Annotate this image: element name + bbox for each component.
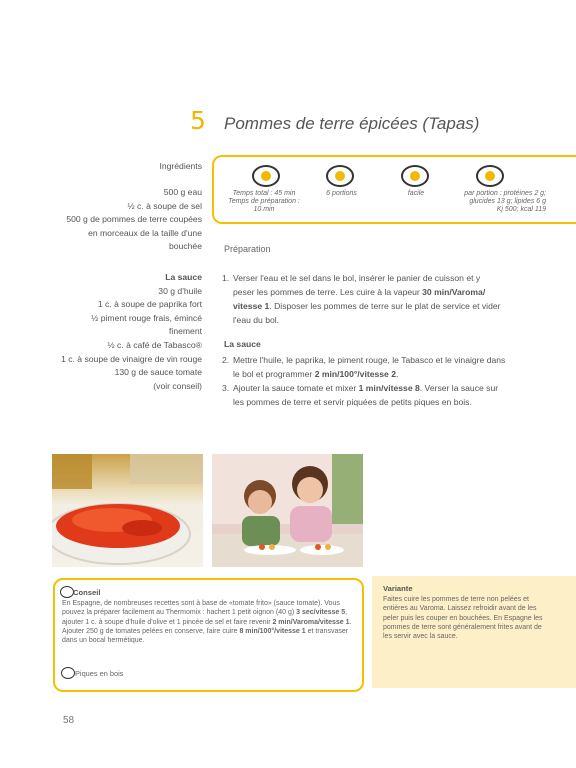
timer-icon	[252, 165, 280, 187]
step-text: . Disposer les pommes de terre sur le plat de service et vider	[269, 301, 501, 311]
step-setting: 1 min/vitesse 8	[358, 383, 420, 393]
step-text: .	[396, 369, 399, 379]
step-text: le bol et programmer	[233, 369, 315, 379]
sauce-line: 1 c. à soupe de vinaigre de vin rouge	[61, 353, 202, 364]
step-number: 2.	[222, 355, 230, 365]
accessory-label: Piques en bois	[75, 669, 124, 678]
preparation-step	[222, 271, 542, 327]
step-text: l'eau du bol.	[233, 315, 280, 325]
sauce-line: ½ c. à café de Tabasco®	[107, 339, 202, 350]
nutrition-info: par portion : protéines 2 g; glucides 13 g; lipides 6 g Kj 500; kcal 119	[464, 190, 546, 213]
conseil-heading: Conseil	[73, 588, 101, 597]
conseil-text-part: . Ajouter 250 g de tomates pelées en conserve, faire cuire	[62, 618, 352, 635]
conseil-setting: 2 min/Varoma/vitesse 1	[272, 618, 350, 626]
step-text: Ajouter la sauce tomate et mixer	[233, 383, 359, 393]
conseil-box	[53, 578, 364, 692]
tip-icon	[60, 586, 74, 598]
page-number: 58	[63, 715, 75, 726]
step-setting: 2 min/100°/vitesse 2	[314, 369, 396, 379]
step-number: 1.	[222, 273, 230, 283]
recipe-title: Pommes de terre épicées (Tapas)	[224, 114, 480, 133]
step-number: 3.	[222, 383, 230, 393]
variante-text: Faites cuire les pommes de terre non pelées et entières au Varoma. Laissez refroidir avant de les peler puis les couper en bouchées. En Espagne les pommes de terre sont généralement frites avant de les servir avec la sauce.	[383, 596, 543, 641]
ingredient-line: bouchée	[169, 241, 202, 252]
portions-icon	[326, 165, 354, 187]
recipe-number: 5	[190, 106, 206, 135]
ingredients-list	[42, 186, 202, 254]
ingredients-heading: Ingrédients	[159, 161, 202, 171]
sauce-line: 130 g de sauce tomate	[114, 367, 202, 378]
sauce-line: 30 g d'huile	[158, 285, 202, 296]
portions-info: 6 portions	[326, 190, 357, 197]
ingredient-line: ½ c. à soupe de sel	[127, 200, 202, 211]
step-setting: vitesse 1	[233, 301, 270, 311]
difficulty-info: facile	[407, 190, 425, 197]
tomato-sauce-photo	[52, 454, 203, 567]
sauce-ingredients	[32, 271, 202, 393]
conseil-setting: 3 sec/vitesse 5	[296, 609, 346, 617]
sauce-line: finement	[169, 326, 202, 337]
sauce-line: (voir conseil)	[153, 380, 202, 391]
conseil-text-part: et transvaser dans un bocal hermétique.	[62, 627, 349, 645]
variante-box	[372, 576, 576, 688]
ingredient-line: en morceaux de la taille d'une	[88, 227, 202, 238]
step-text: Mettre l'huile, le paprika, le piment rouge, le Tabasco et le vinaigre dans	[233, 355, 506, 365]
variante-heading: Variante	[383, 584, 413, 593]
sauce-subheading: La sauce	[224, 339, 261, 349]
step-text: peser les pommes de terre. Les cuire à la vapeur	[233, 287, 423, 297]
sauce-heading: La sauce	[165, 272, 202, 282]
conseil-text	[62, 599, 352, 645]
step-text: les pommes de terre et servir piquées de petits piques en bois.	[233, 397, 472, 407]
sauce-line: ½ piment rouge frais, émincé	[91, 312, 202, 323]
step-text: . Verser la sauce sur	[419, 383, 499, 393]
accessory-icon	[61, 667, 75, 679]
recipe-info-box	[212, 155, 576, 224]
conseil-text-part: En Espagne, de nombreuses recettes sont à base de «tomate frito» (sauce tomate). Vous pouvez la préparer facilement au Thermomix : hachert 1 petit oignon (40 g)	[62, 600, 340, 617]
sauce-line: 1 c. à soupe de paprika fort	[97, 299, 202, 310]
preparation-steps	[222, 353, 542, 409]
ingredient-line: 500 g eau	[163, 187, 202, 197]
step-text: Verser l'eau et le sel dans le bol, insérer le panier de cuisson et y	[233, 273, 481, 283]
preparation-heading: Préparation	[224, 244, 271, 254]
step-setting: 30 min/Varoma/	[422, 287, 486, 297]
conseil-text-part: , ajouter 1 c. à soupe d'huile d'olive et 1 pincée de sel et faire revenir	[62, 609, 348, 626]
children-eating-photo	[212, 454, 363, 567]
time-info: Temps total : 45 min Temps de préparation : 10 min	[228, 190, 300, 213]
nutrition-icon	[476, 165, 504, 187]
difficulty-icon	[401, 165, 429, 187]
conseil-setting: 8 min/100°/vitesse 1	[239, 627, 306, 635]
ingredient-line: 500 g de pommes de terre coupées	[66, 214, 202, 225]
